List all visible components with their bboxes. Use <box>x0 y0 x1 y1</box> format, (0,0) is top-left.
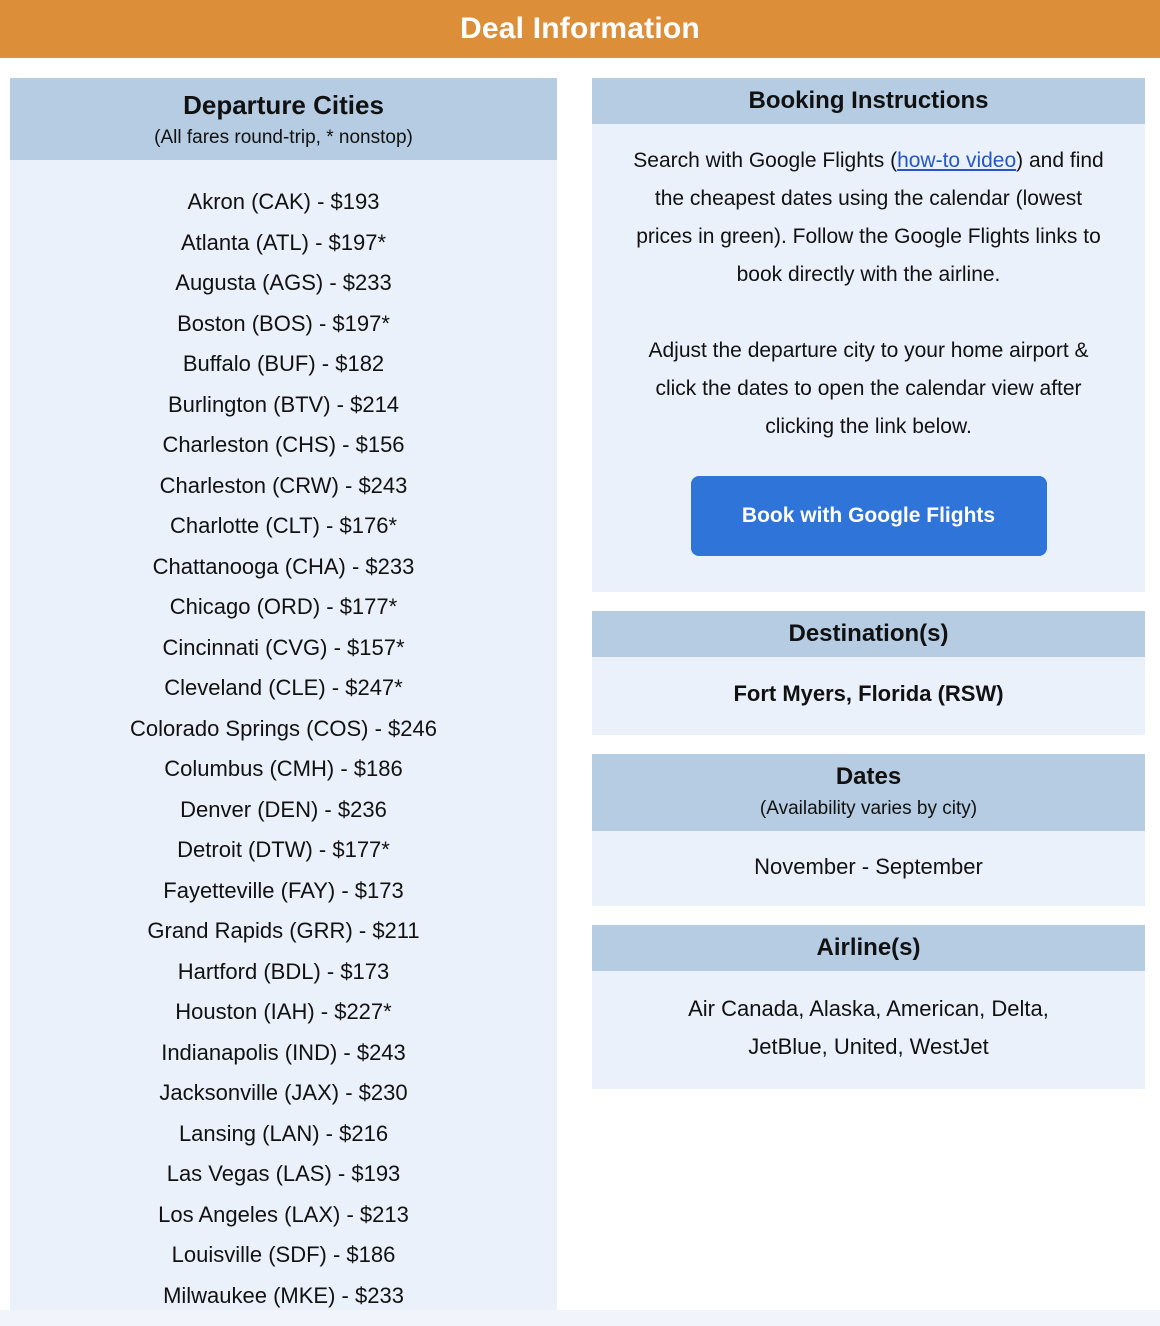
city-fare-item: Los Angeles (LAX) - $213 <box>158 1201 409 1227</box>
departure-cities-subtitle: (All fares round-trip, * nonstop) <box>154 127 413 148</box>
dates-value: November - September <box>754 854 983 879</box>
book-google-flights-button[interactable]: Book with Google Flights <box>691 476 1047 556</box>
city-fare-item: Milwaukee (MKE) - $233 <box>163 1282 404 1308</box>
dates-header <box>592 754 1145 831</box>
city-fare-item: Charleston (CHS) - $156 <box>162 432 405 457</box>
destination-value: Fort Myers, Florida (RSW) <box>733 681 1004 706</box>
booking-instructions-section <box>592 78 1145 592</box>
city-fare-item: Boston (BOS) - $197* <box>177 310 390 336</box>
dates-body <box>592 831 1145 906</box>
airlines-value: Air Canada, Alaska, American, Delta, JetBlue, United, WestJet <box>688 996 1049 1059</box>
departure-cities-panel <box>10 78 557 1310</box>
booking-instructions-body <box>592 124 1145 592</box>
city-fare-item: Buffalo (BUF) - $182 <box>182 351 385 376</box>
city-fare-item: Hartford (BDL) - $173 <box>177 958 390 984</box>
city-fare-item: Chattanooga (CHA) - $233 <box>152 553 415 579</box>
booking-instructions-header <box>592 78 1145 124</box>
city-fare-item: Detroit (DTW) - $177* <box>177 837 390 862</box>
booking-paragraph-2: Adjust the departure city to your home airport & click the dates to open the calendar view after clicking the link below. <box>648 339 1089 438</box>
city-fare-item: Burlington (BTV) - $214 <box>167 391 400 417</box>
airlines-title: Airline(s) <box>816 934 921 961</box>
destination-header <box>592 611 1145 657</box>
airlines-header <box>592 925 1145 971</box>
airlines-section <box>592 925 1145 1089</box>
destination-title: Destination(s) <box>788 620 949 647</box>
city-fare-item: Augusta (AGS) - $233 <box>175 270 392 295</box>
booking-paragraph-1-post: ) and find the cheapest dates using the calendar (lowest prices in green). Follow the Google Flights links to book directly with the airline. <box>636 149 1104 286</box>
airlines-body <box>592 971 1145 1089</box>
city-fare-item: Indianapolis (IND) - $243 <box>161 1039 406 1065</box>
city-fare-item: Atlanta (ATL) - $197* <box>180 229 387 255</box>
city-fare-item: Cleveland (CLE) - $247* <box>164 675 403 700</box>
city-fare-item: Houston (IAH) - $227* <box>175 999 392 1024</box>
city-fare-item: Grand Rapids (GRR) - $211 <box>147 918 420 943</box>
city-fare-item: Chicago (ORD) - $177* <box>169 594 398 619</box>
dates-title: Dates <box>835 763 902 790</box>
page-title: Deal Information <box>460 12 700 45</box>
city-fare-item: Colorado Springs (COS) - $246 <box>130 715 437 741</box>
city-fare-item: Fayetteville (FAY) - $173 <box>163 877 404 903</box>
dates-section <box>592 754 1145 906</box>
booking-paragraph-1 <box>630 142 1108 294</box>
deal-information-banner <box>0 0 1160 58</box>
destination-section <box>592 611 1145 735</box>
city-fare-item: Denver (DEN) - $236 <box>180 796 387 822</box>
booking-paragraph-1-pre: Search with Google Flights ( <box>633 149 898 172</box>
city-fare-item: Cincinnati (CVG) - $157* <box>162 634 405 660</box>
departure-cities-title: Departure Cities <box>183 90 384 120</box>
page-bottom-strip <box>0 1310 1160 1326</box>
city-fare-item: Jacksonville (JAX) - $230 <box>159 1080 408 1105</box>
city-fare-item: Akron (CAK) - $193 <box>187 189 380 214</box>
how-to-video-link[interactable]: how-to video <box>897 149 1017 172</box>
city-fare-item: Charlotte (CLT) - $176* <box>169 513 397 538</box>
city-fare-item: Charleston (CRW) - $243 <box>159 472 408 498</box>
destination-body <box>592 657 1145 735</box>
city-fare-item: Louisville (SDF) - $186 <box>171 1242 396 1267</box>
city-fare-item: Columbus (CMH) - $186 <box>164 756 403 781</box>
dates-subtitle: (Availability varies by city) <box>759 798 978 819</box>
deal-details-column <box>592 78 1145 1108</box>
departure-city-list <box>10 160 557 1310</box>
departure-cities-header <box>10 78 557 160</box>
booking-instructions-title: Booking Instructions <box>748 87 989 114</box>
city-fare-item: Lansing (LAN) - $216 <box>178 1120 389 1146</box>
city-fare-item: Las Vegas (LAS) - $193 <box>166 1161 401 1186</box>
